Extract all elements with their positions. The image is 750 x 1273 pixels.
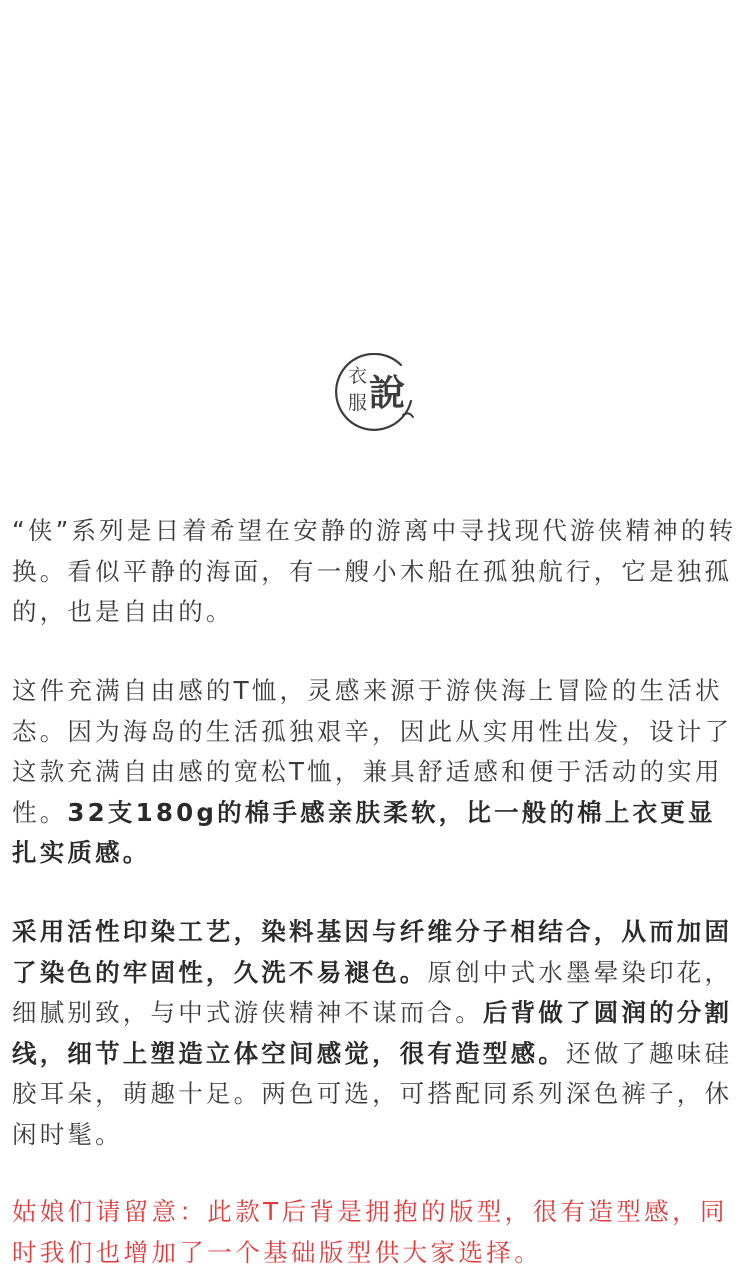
fabric-highlight-text: 32支180g的棉手感亲肤柔软，比一般的棉上衣更显扎实质感。 <box>12 797 716 867</box>
notice-text: 姑娘们请留意：此款T后背是拥抱的版型，很有造型感，同时我们也增加了一个基础版型供大家选择。 <box>12 1197 728 1267</box>
print-text: 原创中式水墨晕染印花，细腻别致，与中式游侠精神不谋而合。 <box>12 957 733 1027</box>
notice-paragraph <box>12 1192 738 1273</box>
dye-highlight-text: 采用活性印染工艺，染料基因与纤维分子相结合，从而加固了染色的牢固性，久洗不易褪色。 <box>12 917 733 987</box>
intro-text: “侠”系列是日着希望在安静的游离中寻找现代游侠精神的转换。看似平静的海面，有一艘小木船在孤独航行，它是独孤的，也是自由的。 <box>12 516 737 626</box>
inspiration-paragraph <box>12 671 738 874</box>
logo-char-shuo: 說 <box>369 372 406 414</box>
craft-paragraph <box>12 912 738 1155</box>
back-design-highlight-text: 后背做了圆润的分割线，细节上塑造立体空间感觉，很有造型感。 <box>12 998 733 1068</box>
brand-logo <box>333 353 417 435</box>
logo-char-fu: 服 <box>348 392 368 414</box>
intro-paragraph <box>12 511 738 633</box>
inspiration-text: 这件充满自由感的T恤，灵感来源于游侠海上冒险的生活状态。因为海岛的生活孤独艰辛，因此从实用性出发，设计了这款充满自由感的宽松T恤，兼具舒适感和便于活动的实用性。 <box>12 676 733 827</box>
logo-char-yi: 衣 <box>348 365 368 387</box>
ear-detail-text: 还做了趣味硅胶耳朵，萌趣十足。两色可选，可搭配同系列深色裤子，休闲时髦。 <box>12 1038 733 1149</box>
